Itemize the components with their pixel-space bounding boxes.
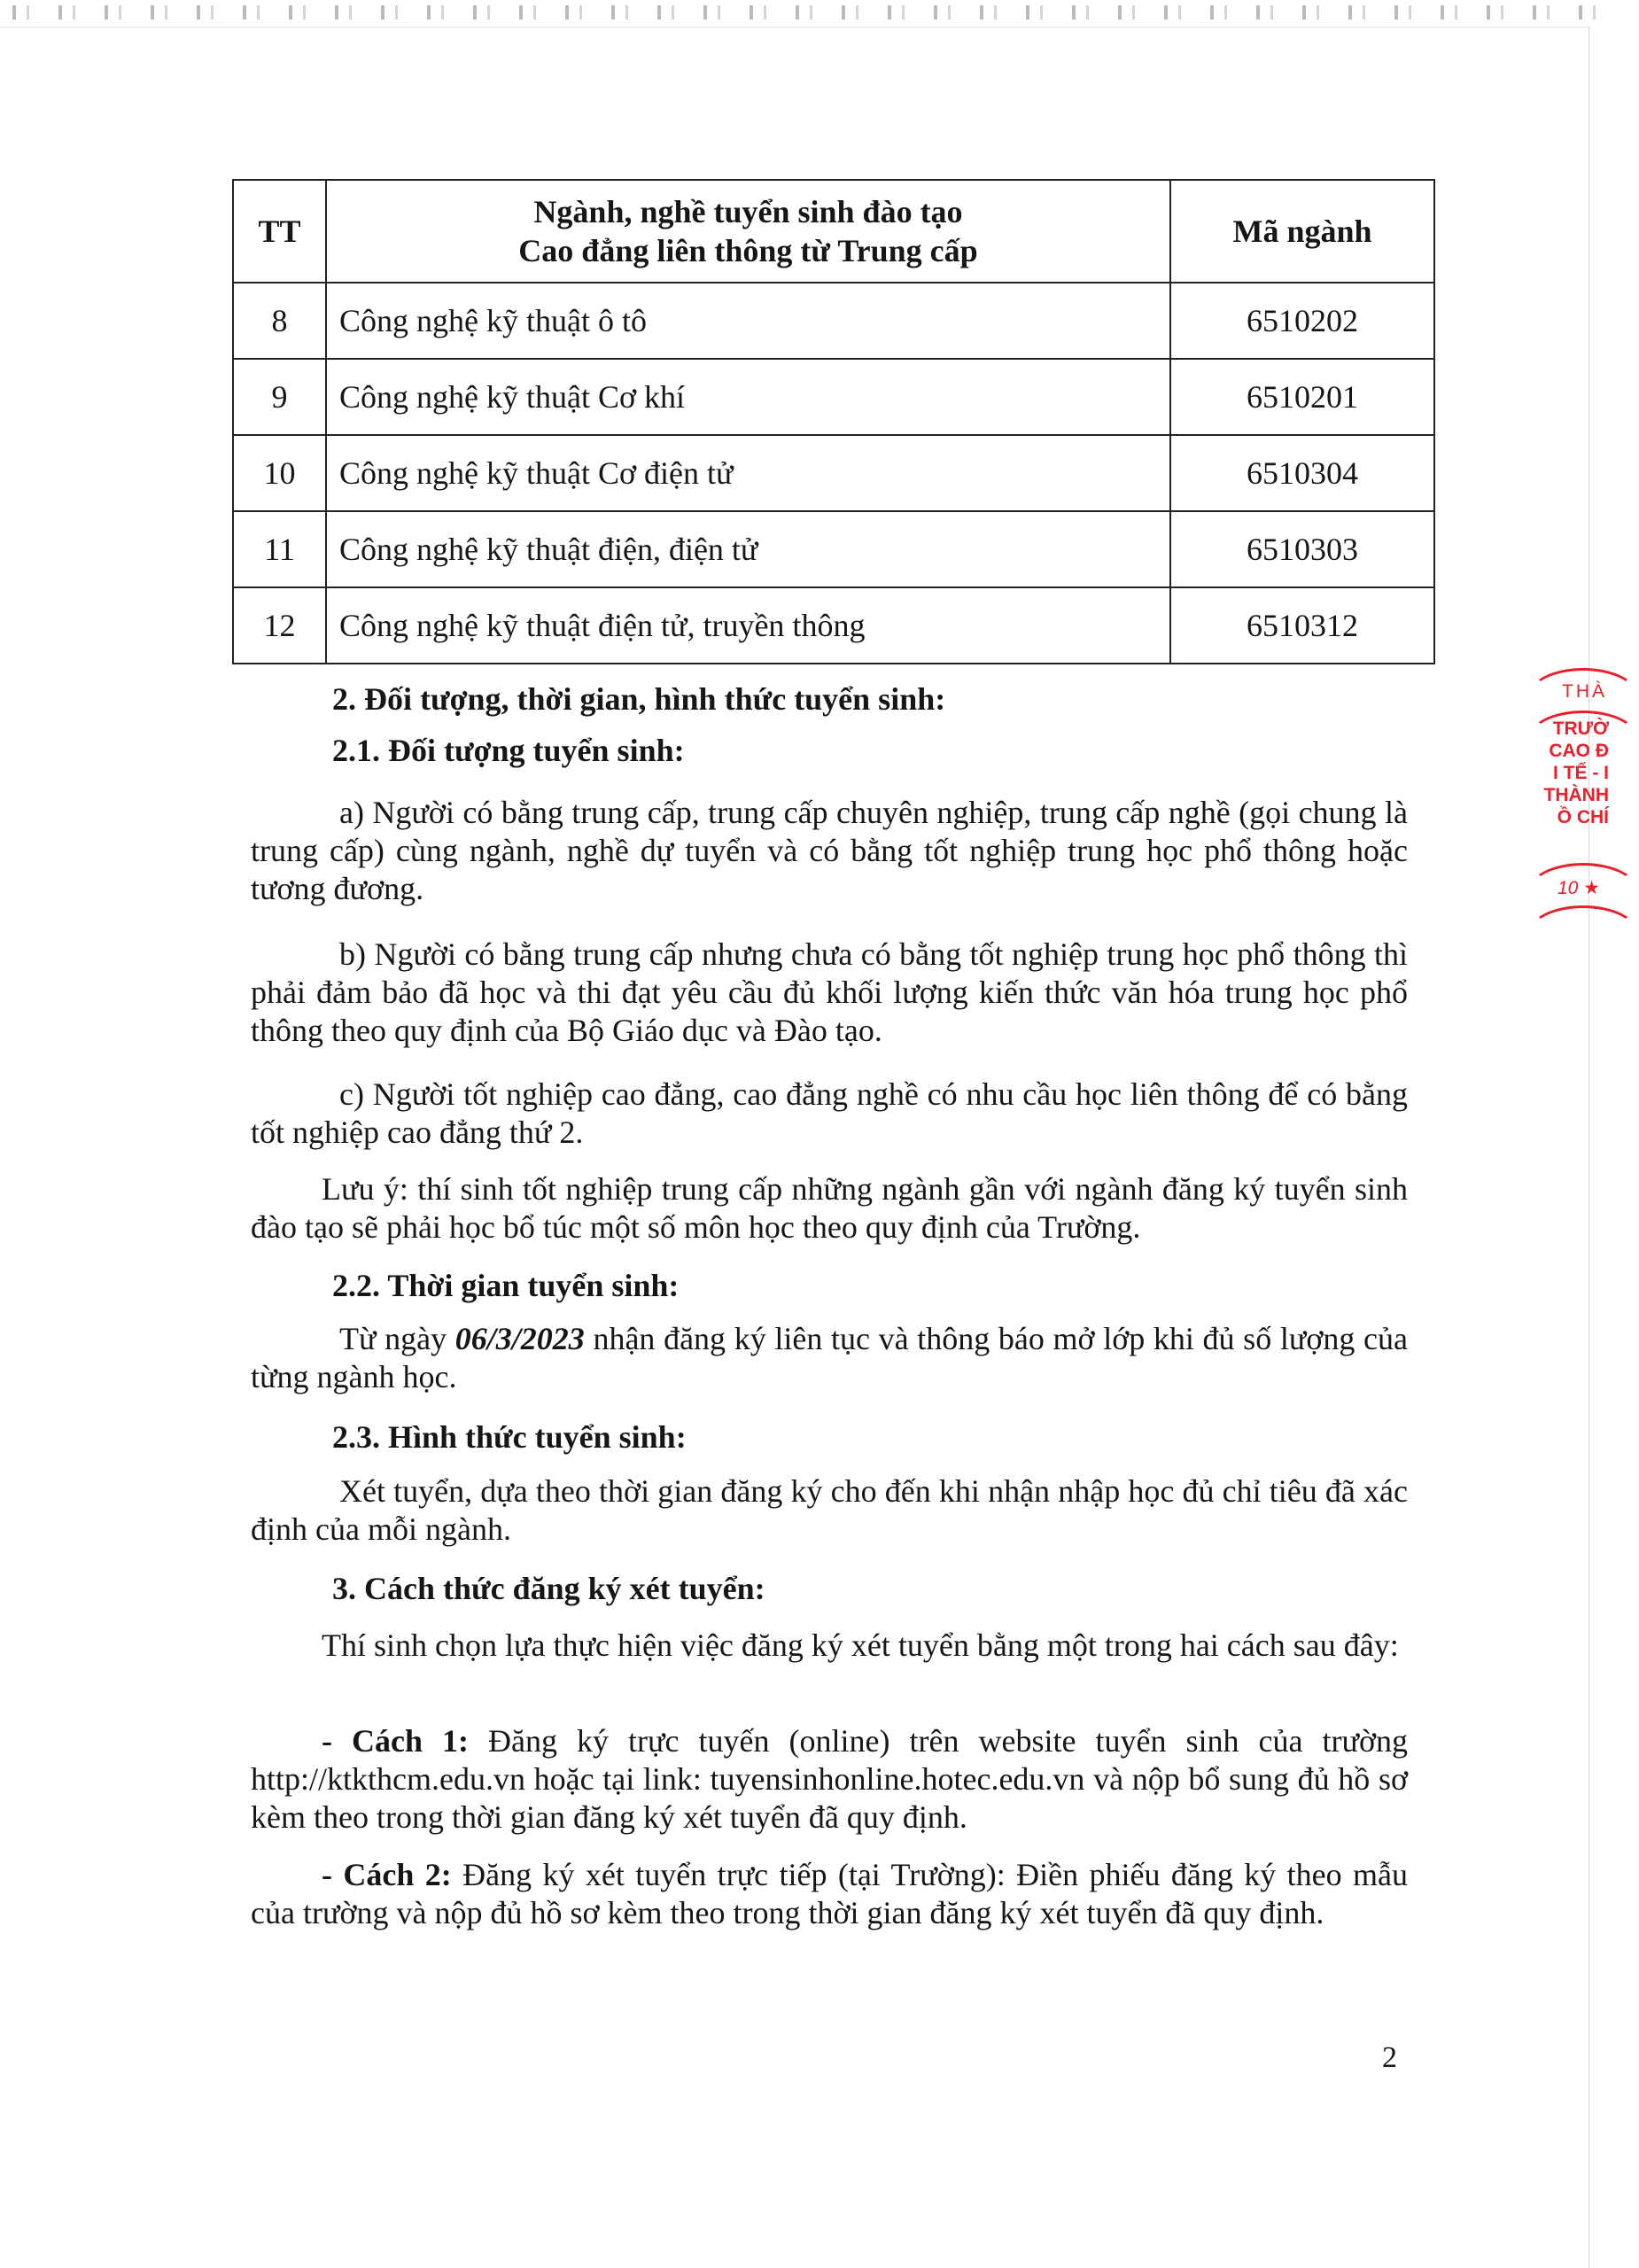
method-1-block <box>251 1722 1408 1837</box>
header-major-name-line2: Cao đẳng liên thông từ Trung cấp <box>518 233 978 268</box>
section-2-2-text-block <box>251 1320 1408 1396</box>
row-major-name: Công nghệ kỹ thuật điện, điện tử <box>326 511 1170 587</box>
row-major-code: 6510304 <box>1170 435 1434 511</box>
table-row <box>233 283 1434 359</box>
majors-table <box>232 179 1435 664</box>
row-major-code: 6510303 <box>1170 511 1434 587</box>
section-2-heading-block <box>251 680 1408 718</box>
method-2-text: Đăng ký xét tuyển trực tiếp (tại Trường): Điền phiếu đăng ký theo mẫu của trường và nộp đủ hồ sơ kèm theo trong thời gian đăng ký xét tuyển đã quy định. <box>251 1857 1408 1930</box>
method-2 <box>251 1856 1408 1932</box>
method-1-label: - Cách 1: <box>322 1723 470 1759</box>
page-number: 2 <box>1382 2041 1397 2074</box>
row-major-name: Công nghệ kỹ thuật Cơ khí <box>326 359 1170 435</box>
table-row <box>233 435 1434 511</box>
stamp-text-top: THÀ <box>1562 681 1607 702</box>
table-row <box>233 359 1434 435</box>
method-2-block <box>251 1856 1408 1932</box>
stamp-lines <box>1544 718 1610 828</box>
table-header-row <box>233 180 1434 283</box>
section-2-3-heading-block <box>251 1418 1408 1456</box>
stamp-line: THÀNH <box>1543 785 1609 805</box>
stamp-line: I TẾ - I <box>1553 763 1609 783</box>
section-2-1-item-a: a) Người có bằng trung cấp, trung cấp chuyên nghiệp, trung cấp nghề (gọi chung là trung cấp) cùng ngành, nghề dự tuyển và có bằng tốt nghiệp trung học phổ thông hoặc tương đương. <box>251 795 1408 906</box>
row-tt: 10 <box>233 435 326 511</box>
section-2-1-item-a-block <box>251 794 1408 908</box>
method-2-label: - Cách 2: <box>322 1857 452 1892</box>
header-major-code: Mã ngành <box>1170 180 1434 283</box>
row-major-name: Công nghệ kỹ thuật điện tử, truyền thông <box>326 587 1170 664</box>
section-2-1-note-block <box>251 1170 1408 1247</box>
row-major-code: 6510202 <box>1170 283 1434 359</box>
section-3-heading-block <box>251 1570 1408 1608</box>
section-2-1-item-b-block <box>251 936 1408 1050</box>
stamp-line: TRƯỜ <box>1552 718 1609 739</box>
table-row <box>233 587 1434 664</box>
header-major-name <box>326 180 1170 283</box>
row-major-name: Công nghệ kỹ thuật Cơ điện tử <box>326 435 1170 511</box>
header-tt: TT <box>233 180 326 283</box>
method-1 <box>251 1722 1408 1837</box>
row-major-code: 6510312 <box>1170 587 1434 664</box>
section-2-3-text: Xét tuyển, dựa theo thời gian đăng ký cho đến khi nhận nhập học đủ chỉ tiêu đã xác định của mỗi ngành. <box>251 1473 1408 1547</box>
row-tt: 12 <box>233 587 326 664</box>
section-2-1-heading: 2.1. Đối tượng tuyển sinh: <box>332 733 685 768</box>
method-1-text: Đăng ký trực tuyến (online) trên website tuyển sinh của trường http://ktkthcm.edu.vn hoặc tại link: tuyensinhonline.hotec.edu.vn và nộp bổ sung đủ hồ sơ kèm theo trong thời gian đăng ký xét tuyển đã quy định. <box>251 1723 1408 1835</box>
table-row <box>233 511 1434 587</box>
section-2-2-heading-block <box>251 1267 1408 1305</box>
section-2-1-item-c: c) Người tốt nghiệp cao đẳng, cao đẳng nghề có nhu cầu học liên thông để có bằng tốt nghiệp cao đẳng thứ 2. <box>251 1076 1408 1150</box>
stamp-line: Ồ CHÍ <box>1557 807 1609 827</box>
stamp-line: CAO Đ <box>1549 741 1609 761</box>
section-2-2-suffix: nhận đăng ký liên tục và thông báo mở lớp khi đủ số lượng của từng ngành học. <box>251 1321 1408 1394</box>
section-2-heading: 2. Đối tượng, thời gian, hình thức tuyển sinh: <box>332 681 946 717</box>
header-major-name-line1: Ngành, nghề tuyển sinh đào tạo <box>533 194 963 229</box>
row-tt: 8 <box>233 283 326 359</box>
section-2-1-heading-block <box>251 732 1408 770</box>
section-2-1-note: Lưu ý: thí sinh tốt nghiệp trung cấp những ngành gần với ngành đăng ký tuyển sinh đào tạo sẽ phải học bổ túc một số môn học theo quy định của Trường. <box>251 1171 1408 1245</box>
row-tt: 9 <box>233 359 326 435</box>
row-major-code: 6510201 <box>1170 359 1434 435</box>
section-3-intro-block <box>251 1627 1408 1665</box>
section-2-3-heading: 2.3. Hình thức tuyển sinh: <box>332 1419 687 1455</box>
section-2-2-heading: 2.2. Thời gian tuyển sinh: <box>332 1268 680 1303</box>
section-3-intro: Thí sinh chọn lựa thực hiện việc đăng ký xét tuyển bằng một trong hai cách sau đây: <box>322 1627 1399 1663</box>
red-seal-stamp <box>1533 666 1609 932</box>
row-major-name: Công nghệ kỹ thuật ô tô <box>326 283 1170 359</box>
section-2-2-prefix: Từ ngày <box>339 1321 455 1356</box>
section-2-1-item-c-block <box>251 1076 1408 1152</box>
section-2-3-text-block <box>251 1472 1408 1549</box>
row-tt: 11 <box>233 511 326 587</box>
scan-header-artifact <box>0 0 1604 28</box>
section-2-2-text <box>251 1320 1408 1396</box>
section-2-1-item-b: b) Người có bằng trung cấp nhưng chưa có bằng tốt nghiệp trung học phổ thông thì phải đảm bảo đã học và thi đạt yêu cầu đủ khối lượng kiến thức văn hóa trung học phổ thông theo quy định của Bộ Giáo dục và Đào tạo. <box>251 936 1408 1048</box>
stamp-number: 10 ★ <box>1557 878 1600 898</box>
stamp-arc-bottom <box>1527 905 1639 964</box>
admission-start-date: 06/3/2023 <box>454 1321 585 1356</box>
section-3-heading: 3. Cách thức đăng ký xét tuyển: <box>332 1571 765 1606</box>
